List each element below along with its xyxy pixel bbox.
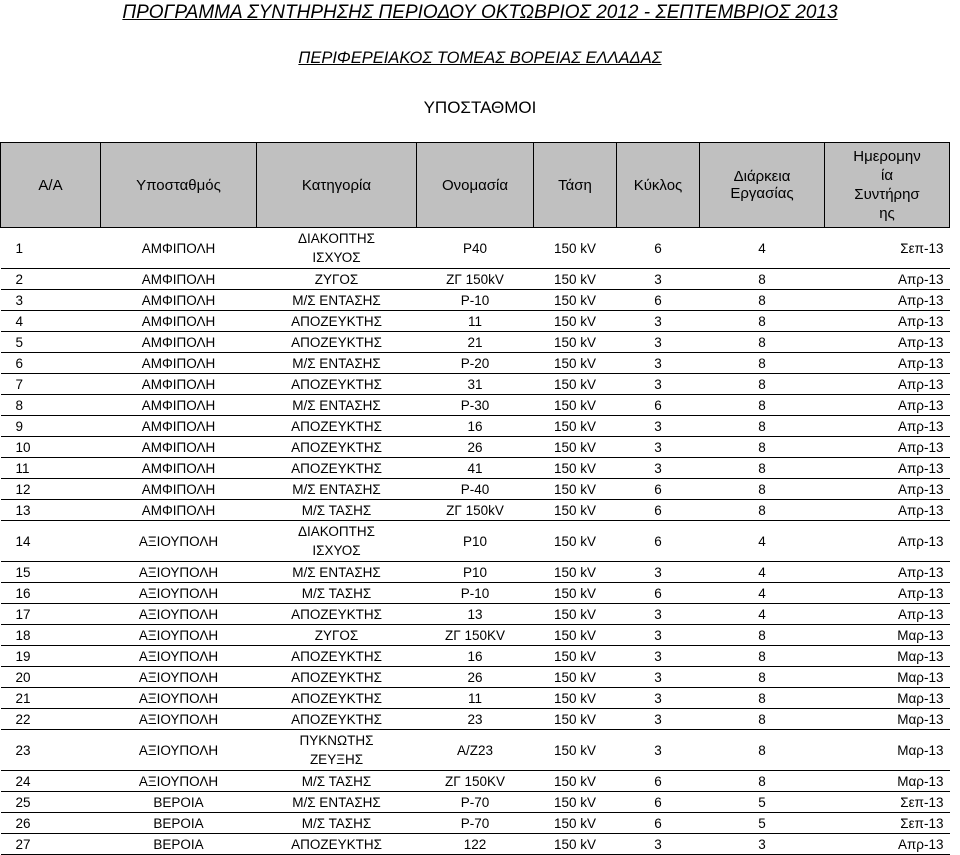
- cell-aa: 1: [1, 228, 101, 269]
- cell-category: ΑΠΟΖΕΥΚΤΗΣ: [257, 604, 417, 625]
- cell-cycle: 6: [617, 290, 700, 311]
- cell-voltage: 150 kV: [534, 583, 617, 604]
- cell-date: Απρ-13: [825, 583, 950, 604]
- cell-voltage: 150 kV: [534, 834, 617, 855]
- header-aa: Α/Α: [1, 143, 101, 228]
- cell-duration: 8: [700, 479, 825, 500]
- cell-category: [257, 521, 417, 562]
- cell-duration: 8: [700, 500, 825, 521]
- cell-category: ΑΠΟΖΕΥΚΤΗΣ: [257, 416, 417, 437]
- cell-cycle: 3: [617, 834, 700, 855]
- cell-station: ΑΜΦΙΠΟΛΗ: [101, 269, 257, 290]
- cell-duration: 4: [700, 228, 825, 269]
- cell-station: ΑΜΦΙΠΟΛΗ: [101, 395, 257, 416]
- cell-station: ΑΜΦΙΠΟΛΗ: [101, 332, 257, 353]
- cell-cycle: 3: [617, 332, 700, 353]
- cell-date: Απρ-13: [825, 353, 950, 374]
- table-row: [1, 583, 950, 604]
- cell-aa: 24: [1, 771, 101, 792]
- cell-date: Απρ-13: [825, 332, 950, 353]
- table-row: [1, 269, 950, 290]
- cell-cycle: 6: [617, 228, 700, 269]
- cell-cycle: 3: [617, 269, 700, 290]
- cell-duration: 8: [700, 290, 825, 311]
- cell-aa: 13: [1, 500, 101, 521]
- cell-aa: 17: [1, 604, 101, 625]
- header-date: [825, 143, 950, 228]
- cell-category: Μ/Σ ΕΝΤΑΣΗΣ: [257, 479, 417, 500]
- cell-name: 26: [417, 437, 534, 458]
- cell-cycle: 3: [617, 458, 700, 479]
- cell-voltage: 150 kV: [534, 646, 617, 667]
- cell-duration: 8: [700, 646, 825, 667]
- cell-category: Μ/Σ ΤΑΣΗΣ: [257, 583, 417, 604]
- header-duration: [700, 143, 825, 228]
- cell-aa: 12: [1, 479, 101, 500]
- cell-duration: 3: [700, 834, 825, 855]
- table-row: [1, 353, 950, 374]
- cell-name: 122: [417, 834, 534, 855]
- cell-aa: 7: [1, 374, 101, 395]
- cell-station: ΑΞΙΟΥΠΟΛΗ: [101, 583, 257, 604]
- cell-date: Απρ-13: [825, 374, 950, 395]
- table-row: [1, 437, 950, 458]
- cell-category: Μ/Σ ΕΝΤΑΣΗΣ: [257, 562, 417, 583]
- cell-name: 11: [417, 688, 534, 709]
- cell-name: 11: [417, 311, 534, 332]
- cell-cycle: 6: [617, 479, 700, 500]
- cell-cycle: 3: [617, 730, 700, 771]
- cell-duration: 8: [700, 437, 825, 458]
- cell-cycle: 3: [617, 667, 700, 688]
- cell-cycle: 3: [617, 437, 700, 458]
- cell-date: Απρ-13: [825, 395, 950, 416]
- cell-name: Ρ10: [417, 562, 534, 583]
- category-line: ΙΣΧΥΟΣ: [312, 250, 361, 265]
- header-cycle: Κύκλος: [617, 143, 700, 228]
- table-row: [1, 290, 950, 311]
- cell-station: ΑΜΦΙΠΟΛΗ: [101, 290, 257, 311]
- cell-station: ΒΕΡΟΙΑ: [101, 813, 257, 834]
- cell-category: Μ/Σ ΕΝΤΑΣΗΣ: [257, 395, 417, 416]
- table-row: [1, 332, 950, 353]
- cell-date: Μαρ-13: [825, 771, 950, 792]
- cell-duration: 4: [700, 562, 825, 583]
- cell-name: 21: [417, 332, 534, 353]
- cell-voltage: 150 kV: [534, 311, 617, 332]
- cell-name: Ρ10: [417, 521, 534, 562]
- cell-aa: 3: [1, 290, 101, 311]
- cell-category: ΑΠΟΖΕΥΚΤΗΣ: [257, 688, 417, 709]
- table-row: [1, 458, 950, 479]
- table-row: [1, 416, 950, 437]
- cell-voltage: 150 kV: [534, 479, 617, 500]
- cell-station: ΑΞΙΟΥΠΟΛΗ: [101, 521, 257, 562]
- cell-date: Απρ-13: [825, 834, 950, 855]
- table-row: [1, 792, 950, 813]
- table-row: [1, 479, 950, 500]
- cell-category: Μ/Σ ΕΝΤΑΣΗΣ: [257, 792, 417, 813]
- table-header-row: [1, 143, 950, 228]
- cell-aa: 19: [1, 646, 101, 667]
- cell-voltage: 150 kV: [534, 792, 617, 813]
- page-title: ΠΡΟΓΡΑΜΜΑ ΣΥΝΤΗΡΗΣΗΣ ΠΕΡΙΟΔΟΥ ΟΚΤΩΒΡΙΟΣ 2012 - ΣΕΠΤΕΜΒΡΙΟΣ 2013: [122, 2, 838, 23]
- cell-cycle: 6: [617, 771, 700, 792]
- cell-voltage: 150 kV: [534, 500, 617, 521]
- table-row: [1, 625, 950, 646]
- table-row: [1, 730, 950, 771]
- category-line: ΠΥΚΝΩΤΗΣ: [299, 733, 374, 748]
- cell-voltage: 150 kV: [534, 813, 617, 834]
- cell-cycle: 3: [617, 311, 700, 332]
- cell-aa: 15: [1, 562, 101, 583]
- cell-station: ΑΞΙΟΥΠΟΛΗ: [101, 771, 257, 792]
- table-row: [1, 709, 950, 730]
- cell-voltage: 150 kV: [534, 332, 617, 353]
- cell-voltage: 150 kV: [534, 625, 617, 646]
- cell-aa: 22: [1, 709, 101, 730]
- cell-date: Απρ-13: [825, 458, 950, 479]
- category-line: ΔΙΑΚΟΠΤΗΣ: [298, 524, 375, 539]
- cell-date: Σεπ-13: [825, 792, 950, 813]
- cell-station: ΑΜΦΙΠΟΛΗ: [101, 500, 257, 521]
- cell-cycle: 3: [617, 562, 700, 583]
- header-date-line: Ημερομην: [853, 148, 921, 165]
- cell-station: ΑΞΙΟΥΠΟΛΗ: [101, 562, 257, 583]
- cell-cycle: 6: [617, 500, 700, 521]
- cell-date: Απρ-13: [825, 269, 950, 290]
- cell-category: ΑΠΟΖΕΥΚΤΗΣ: [257, 311, 417, 332]
- cell-date: Μαρ-13: [825, 730, 950, 771]
- table-row: [1, 500, 950, 521]
- cell-duration: 8: [700, 625, 825, 646]
- cell-duration: 8: [700, 771, 825, 792]
- cell-name: Ρ-40: [417, 479, 534, 500]
- header-date-line: ία: [880, 167, 893, 184]
- cell-station: ΑΜΦΙΠΟΛΗ: [101, 416, 257, 437]
- cell-aa: 5: [1, 332, 101, 353]
- table-row: [1, 228, 950, 269]
- cell-date: Απρ-13: [825, 437, 950, 458]
- cell-aa: 16: [1, 583, 101, 604]
- cell-aa: 2: [1, 269, 101, 290]
- table-row: [1, 521, 950, 562]
- cell-aa: 9: [1, 416, 101, 437]
- cell-aa: 25: [1, 792, 101, 813]
- cell-duration: 5: [700, 792, 825, 813]
- cell-aa: 26: [1, 813, 101, 834]
- cell-voltage: 150 kV: [534, 521, 617, 562]
- table-row: [1, 562, 950, 583]
- header-duration-line: Εργασίας: [730, 185, 794, 202]
- cell-station: ΑΜΦΙΠΟΛΗ: [101, 479, 257, 500]
- cell-name: 16: [417, 416, 534, 437]
- table-row: [1, 374, 950, 395]
- cell-cycle: 6: [617, 583, 700, 604]
- cell-cycle: 6: [617, 813, 700, 834]
- cell-cycle: 6: [617, 521, 700, 562]
- cell-name: Ρ-30: [417, 395, 534, 416]
- cell-date: Μαρ-13: [825, 625, 950, 646]
- cell-voltage: 150 kV: [534, 437, 617, 458]
- cell-date: Μαρ-13: [825, 667, 950, 688]
- cell-cycle: 6: [617, 792, 700, 813]
- cell-voltage: 150 kV: [534, 709, 617, 730]
- cell-cycle: 3: [617, 688, 700, 709]
- cell-voltage: 150 kV: [534, 416, 617, 437]
- cell-date: Μαρ-13: [825, 646, 950, 667]
- cell-cycle: 6: [617, 395, 700, 416]
- cell-category: ΑΠΟΖΕΥΚΤΗΣ: [257, 437, 417, 458]
- cell-category: Μ/Σ ΕΝΤΑΣΗΣ: [257, 290, 417, 311]
- cell-category: Μ/Σ ΤΑΣΗΣ: [257, 771, 417, 792]
- cell-duration: 8: [700, 688, 825, 709]
- table-row: [1, 395, 950, 416]
- cell-aa: 8: [1, 395, 101, 416]
- cell-date: Μαρ-13: [825, 688, 950, 709]
- category-line: ΔΙΑΚΟΠΤΗΣ: [298, 231, 375, 246]
- cell-category: [257, 228, 417, 269]
- cell-station: ΑΜΦΙΠΟΛΗ: [101, 374, 257, 395]
- category-line: ΖΕΥΞΗΣ: [309, 752, 364, 767]
- cell-category: ΖΥΓΟΣ: [257, 625, 417, 646]
- cell-aa: 10: [1, 437, 101, 458]
- cell-station: ΑΜΦΙΠΟΛΗ: [101, 228, 257, 269]
- cell-station: ΑΞΙΟΥΠΟΛΗ: [101, 667, 257, 688]
- cell-duration: 8: [700, 269, 825, 290]
- cell-aa: 11: [1, 458, 101, 479]
- cell-category: ΑΠΟΖΕΥΚΤΗΣ: [257, 332, 417, 353]
- cell-station: ΑΞΙΟΥΠΟΛΗ: [101, 730, 257, 771]
- cell-aa: 6: [1, 353, 101, 374]
- cell-station: ΑΞΙΟΥΠΟΛΗ: [101, 646, 257, 667]
- cell-aa: 27: [1, 834, 101, 855]
- cell-voltage: 150 kV: [534, 771, 617, 792]
- cell-voltage: 150 kV: [534, 269, 617, 290]
- cell-duration: 4: [700, 604, 825, 625]
- cell-name: Ρ40: [417, 228, 534, 269]
- cell-duration: 5: [700, 813, 825, 834]
- cell-name: 13: [417, 604, 534, 625]
- table-row: [1, 771, 950, 792]
- cell-name: Ρ-10: [417, 583, 534, 604]
- cell-category: Μ/Σ ΕΝΤΑΣΗΣ: [257, 353, 417, 374]
- cell-duration: 4: [700, 583, 825, 604]
- cell-name: 41: [417, 458, 534, 479]
- cell-station: ΑΞΙΟΥΠΟΛΗ: [101, 625, 257, 646]
- table-row: [1, 311, 950, 332]
- cell-category: ΑΠΟΖΕΥΚΤΗΣ: [257, 374, 417, 395]
- cell-date: Απρ-13: [825, 311, 950, 332]
- cell-station: ΑΜΦΙΠΟΛΗ: [101, 353, 257, 374]
- cell-voltage: 150 kV: [534, 458, 617, 479]
- table-row: [1, 834, 950, 855]
- cell-station: ΑΞΙΟΥΠΟΛΗ: [101, 709, 257, 730]
- cell-voltage: 150 kV: [534, 353, 617, 374]
- header-name: Ονομασία: [417, 143, 534, 228]
- cell-name: 16: [417, 646, 534, 667]
- cell-duration: 8: [700, 667, 825, 688]
- cell-date: Απρ-13: [825, 604, 950, 625]
- cell-cycle: 3: [617, 625, 700, 646]
- cell-name: ΖΓ 150kV: [417, 500, 534, 521]
- cell-name: 26: [417, 667, 534, 688]
- cell-voltage: 150 kV: [534, 395, 617, 416]
- cell-category: Μ/Σ ΤΑΣΗΣ: [257, 500, 417, 521]
- header-voltage: Τάση: [534, 143, 617, 228]
- cell-station: ΑΞΙΟΥΠΟΛΗ: [101, 688, 257, 709]
- header-date-line: Συντήρησ: [854, 186, 920, 203]
- cell-voltage: 150 kV: [534, 688, 617, 709]
- cell-name: ΖΓ 150kV: [417, 269, 534, 290]
- cell-voltage: 150 kV: [534, 604, 617, 625]
- cell-station: ΒΕΡΟΙΑ: [101, 834, 257, 855]
- cell-name: 31: [417, 374, 534, 395]
- cell-aa: 18: [1, 625, 101, 646]
- cell-category: ΖΥΓΟΣ: [257, 269, 417, 290]
- cell-station: ΒΕΡΟΙΑ: [101, 792, 257, 813]
- maintenance-table: [0, 142, 950, 855]
- header-station: Υποσταθμός: [101, 143, 257, 228]
- table-row: [1, 688, 950, 709]
- table-row: [1, 667, 950, 688]
- cell-duration: 8: [700, 311, 825, 332]
- category-line: ΙΣΧΥΟΣ: [312, 543, 361, 558]
- cell-cycle: 3: [617, 646, 700, 667]
- cell-date: Απρ-13: [825, 479, 950, 500]
- cell-aa: 14: [1, 521, 101, 562]
- cell-station: ΑΜΦΙΠΟΛΗ: [101, 437, 257, 458]
- table-row: [1, 646, 950, 667]
- cell-duration: 8: [700, 709, 825, 730]
- cell-category: ΑΠΟΖΕΥΚΤΗΣ: [257, 709, 417, 730]
- cell-voltage: 150 kV: [534, 228, 617, 269]
- cell-name: Ρ-70: [417, 792, 534, 813]
- cell-cycle: 3: [617, 709, 700, 730]
- cell-category: ΑΠΟΖΕΥΚΤΗΣ: [257, 667, 417, 688]
- header-date-line: ης: [879, 205, 895, 222]
- cell-station: ΑΜΦΙΠΟΛΗ: [101, 311, 257, 332]
- cell-cycle: 3: [617, 416, 700, 437]
- cell-voltage: 150 kV: [534, 374, 617, 395]
- table-row: [1, 813, 950, 834]
- cell-date: Απρ-13: [825, 290, 950, 311]
- cell-category: ΑΠΟΖΕΥΚΤΗΣ: [257, 458, 417, 479]
- cell-voltage: 150 kV: [534, 667, 617, 688]
- cell-duration: 4: [700, 521, 825, 562]
- cell-duration: 8: [700, 374, 825, 395]
- cell-category: Μ/Σ ΤΑΣΗΣ: [257, 813, 417, 834]
- table-row: [1, 604, 950, 625]
- cell-voltage: 150 kV: [534, 562, 617, 583]
- cell-aa: 20: [1, 667, 101, 688]
- header-category: Κατηγορία: [257, 143, 417, 228]
- sector-title: ΠΕΡΙΦΕΡΕΙΑΚΟΣ ΤΟΜΕΑΣ ΒΟΡΕΙΑΣ ΕΛΛΑΔΑΣ: [298, 49, 662, 67]
- cell-name: 23: [417, 709, 534, 730]
- cell-date: Μαρ-13: [825, 709, 950, 730]
- cell-date: Απρ-13: [825, 521, 950, 562]
- cell-station: ΑΜΦΙΠΟΛΗ: [101, 458, 257, 479]
- cell-voltage: 150 kV: [534, 290, 617, 311]
- cell-station: ΑΞΙΟΥΠΟΛΗ: [101, 604, 257, 625]
- cell-cycle: 3: [617, 604, 700, 625]
- cell-cycle: 3: [617, 353, 700, 374]
- cell-cycle: 3: [617, 374, 700, 395]
- cell-name: ΖΓ 150KV: [417, 771, 534, 792]
- cell-name: ΖΓ 150KV: [417, 625, 534, 646]
- cell-duration: 8: [700, 458, 825, 479]
- cell-date: Απρ-13: [825, 562, 950, 583]
- cell-aa: 23: [1, 730, 101, 771]
- section-title: ΥΠΟΣΤΑΘΜΟΙ: [423, 98, 537, 117]
- cell-voltage: 150 kV: [534, 730, 617, 771]
- cell-date: Σεπ-13: [825, 228, 950, 269]
- cell-duration: 8: [700, 416, 825, 437]
- cell-name: Α/Ζ23: [417, 730, 534, 771]
- cell-date: Απρ-13: [825, 416, 950, 437]
- cell-duration: 8: [700, 395, 825, 416]
- cell-date: Σεπ-13: [825, 813, 950, 834]
- cell-name: Ρ-10: [417, 290, 534, 311]
- cell-name: Ρ-70: [417, 813, 534, 834]
- header-duration-line: Διάρκεια: [733, 168, 791, 185]
- cell-aa: 4: [1, 311, 101, 332]
- cell-aa: 21: [1, 688, 101, 709]
- cell-category: ΑΠΟΖΕΥΚΤΗΣ: [257, 646, 417, 667]
- cell-duration: 8: [700, 353, 825, 374]
- cell-duration: 8: [700, 332, 825, 353]
- cell-date: Απρ-13: [825, 500, 950, 521]
- cell-duration: 8: [700, 730, 825, 771]
- cell-category: ΑΠΟΖΕΥΚΤΗΣ: [257, 834, 417, 855]
- cell-category: [257, 730, 417, 771]
- cell-name: Ρ-20: [417, 353, 534, 374]
